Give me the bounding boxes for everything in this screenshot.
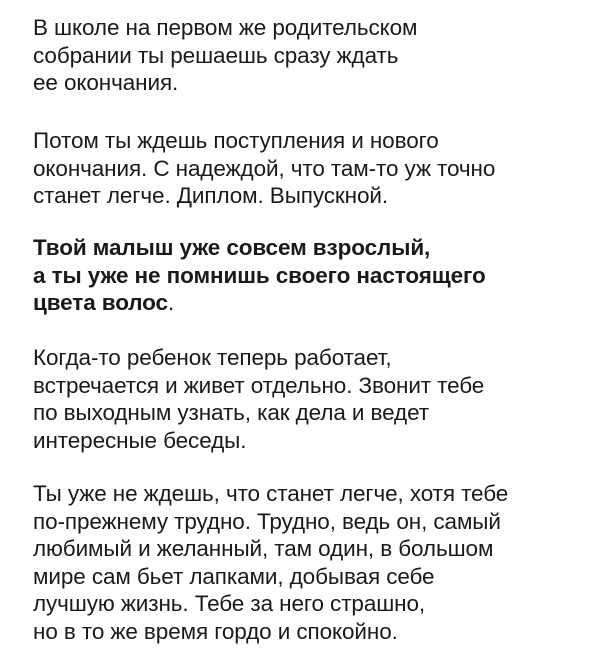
paragraph-school-meeting: В школе на первом же родительском собрании ты решаешь сразу ждать ее окончания. [33,15,418,95]
highlight-period: . [167,290,175,315]
paragraph-no-longer-waiting: Ты уже не ждешь, что станет легче, хотя тебе по-прежнему трудно. Трудно, ведь он, самый любимый и желанный, там один, в большом мире сам бьет лапками, добывая себе лучшую жизнь. Тебе за него страшно, но в то же время гордо и спокойно. [33,481,509,644]
highlight-text: Твой малыш уже совсем взрослый, а ты уже не помнишь своего настоящего цвета волос [33,235,486,315]
paragraph-grown-up-highlight [33,234,593,317]
paragraph-graduation: Потом ты ждешь поступления и нового окончания. С надеждой, что там-то уж точно станет легче. Диплом. Выпускной. [33,128,496,208]
paragraph-child-works: Когда-то ребенок теперь работает, встречается и живет отдельно. Звонит тебе по выходным узнать, как дела и ведет интересные беседы. [33,345,485,453]
